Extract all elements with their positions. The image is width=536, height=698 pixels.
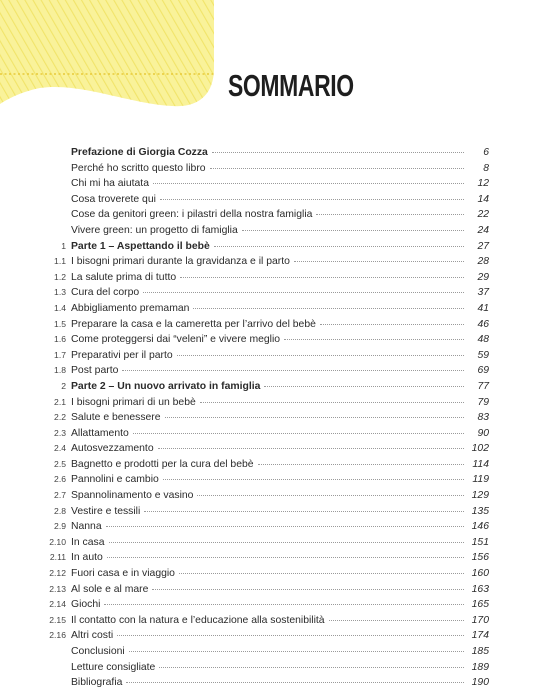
toc-entry [0,207,536,223]
dot-leader [109,542,464,543]
toc-entry-page: 48 [477,334,489,346]
toc-entry [0,613,536,629]
toc-entry-page: 163 [471,583,489,595]
dot-leader [107,557,464,558]
toc-entry [0,254,536,270]
toc-entry-line [71,223,489,239]
toc-entry-number: 2.13 [49,583,66,594]
toc-entry-title: Salute e benessere [71,412,161,424]
toc-entry [0,628,536,644]
toc-entry-page: 119 [472,474,489,486]
dot-leader [152,589,464,590]
toc-entry-title: Come proteggersi dai “veleni” e vivere meglio [71,334,281,346]
toc-entry [0,379,536,395]
dot-leader [133,433,464,434]
toc-entry-number: 1.4 [54,302,66,313]
toc-entry-page: 146 [471,521,489,533]
toc-entry-page: 190 [471,677,489,689]
toc-entry-number: 1.6 [54,334,66,345]
toc-entry-number: 1.3 [54,287,66,298]
toc-entry-number: 2.11 [49,552,66,563]
dot-leader [294,261,464,262]
toc-entry-line [71,410,489,426]
toc-entry-page: 114 [472,458,489,470]
toc-entry-page: 102 [471,443,489,455]
dot-leader [284,339,464,340]
toc-entry-title: Parte 1 – Aspettando il bebè [71,240,210,252]
toc-entry-number: 2.12 [49,568,66,579]
dot-leader [126,682,464,683]
dot-leader [320,324,464,325]
dot-leader [122,370,464,371]
toc-entry [0,535,536,551]
dot-leader [143,292,464,293]
dot-leader [160,199,464,200]
toc-entry-number: 2.14 [49,599,66,610]
toc-entry [0,223,536,239]
toc-entry [0,566,536,582]
toc-entry-page: 185 [471,646,489,657]
toc-entry-line [71,270,489,286]
toc-entry-title: Abbigliamento premaman [71,302,190,314]
toc-entry-line [71,348,489,364]
table-of-contents [0,145,536,691]
dot-leader [193,308,464,309]
toc-entry [0,472,536,488]
toc-entry-line [71,472,489,488]
toc-entry-title: I bisogni primari durante la gravidanza e il parto [71,256,290,268]
toc-entry-page: 27 [477,240,489,252]
dot-leader [117,635,464,636]
toc-entry-page: 12 [477,178,489,190]
toc-entry-page: 156 [471,552,489,564]
toc-entry-line [71,675,489,691]
toc-entry [0,675,536,691]
toc-entry-title: Autosvezzamento [71,443,154,455]
toc-entry-line [71,582,489,598]
dot-leader [214,246,464,247]
toc-entry-page: 46 [477,318,489,330]
toc-entry-line [71,519,489,535]
dot-leader [153,183,464,184]
toc-entry-line [71,363,489,379]
toc-entry-title: I bisogni primari di un bebè [71,396,196,408]
toc-entry-line [71,550,489,566]
toc-entry-number: 2.15 [49,614,66,625]
toc-entry-line [71,597,489,613]
dot-leader [159,667,464,668]
toc-entry-number: 2 [61,380,66,391]
toc-entry [0,644,536,660]
toc-entry-title: Preparativi per il parto [71,349,173,361]
toc-entry [0,270,536,286]
toc-entry-title: Cosa troverete qui [71,193,156,205]
toc-entry [0,363,536,379]
toc-entry-line [71,239,489,255]
dot-leader [210,168,464,169]
toc-entry-page: 151 [471,536,489,548]
toc-entry-title: Bagnetto e prodotti per la cura del bebè [71,458,254,470]
toc-entry [0,176,536,192]
toc-entry-page: 77 [477,380,489,392]
toc-entry-title: Bibliografia [71,677,123,689]
page-title: SOMMARIO [228,68,354,103]
dot-leader [212,152,464,153]
toc-entry-line [71,426,489,442]
dot-leader [316,214,464,215]
toc-entry-page: 6 [483,147,489,158]
toc-entry-title: Spannolinamento e vasino [71,490,194,502]
toc-entry [0,519,536,535]
toc-entry-title: Parte 2 – Un nuovo arrivato in famiglia [71,380,261,392]
dot-leader [163,479,464,480]
toc-entry-page: 41 [477,302,489,314]
toc-entry-page: 22 [477,209,489,221]
toc-entry [0,550,536,566]
dot-leader [264,386,464,387]
toc-entry-page: 29 [477,271,489,283]
toc-entry-number: 2.7 [54,490,66,501]
toc-entry [0,145,536,161]
toc-entry-number: 1.5 [54,318,66,329]
toc-entry-number: 2.2 [54,412,66,423]
toc-entry-page: 69 [477,365,489,377]
toc-entry-title: Chi mi ha aiutata [71,178,149,190]
toc-entry-line [71,192,489,208]
toc-entry-title: Altri costi [71,630,114,642]
toc-entry-number: 2.5 [54,458,66,469]
toc-entry [0,161,536,177]
toc-entry-line [71,395,489,411]
toc-entry-page: 8 [483,162,489,174]
dot-leader [329,620,464,621]
dot-leader [106,526,464,527]
toc-entry-title: In casa [71,536,105,548]
toc-entry-line [71,317,489,333]
toc-entry [0,332,536,348]
toc-entry-title: Cose da genitori green: i pilastri della nostra famiglia [71,209,313,221]
toc-entry-page: 174 [471,630,489,642]
toc-entry-title: Post parto [71,365,119,377]
toc-entry-page: 37 [477,287,489,299]
toc-entry-number: 2.8 [54,505,66,516]
toc-entry-line [71,207,489,223]
toc-entry-page: 24 [477,224,489,236]
toc-entry-page: 14 [477,193,489,205]
toc-entry-line [71,504,489,520]
toc-entry [0,301,536,317]
toc-entry-number: 1 [61,240,66,251]
toc-entry [0,395,536,411]
toc-entry-number: 1.7 [54,349,66,360]
dot-leader [242,230,464,231]
toc-entry-line [71,254,489,270]
toc-entry [0,660,536,676]
toc-entry [0,488,536,504]
toc-entry-page: 135 [471,505,489,517]
dot-leader [197,495,464,496]
toc-entry-title: Conclusioni [71,646,125,657]
toc-entry-title: Vivere green: un progetto di famiglia [71,224,238,236]
toc-entry [0,317,536,333]
toc-entry [0,285,536,301]
toc-entry-line [71,332,489,348]
dot-leader [165,417,464,418]
toc-entry-title: Allattamento [71,427,129,439]
toc-entry-line [71,488,489,504]
toc-entry-page: 79 [477,396,489,408]
toc-entry-line [71,644,489,660]
toc-entry-title: Perché ho scritto questo libro [71,162,206,174]
dot-leader [129,651,464,652]
toc-entry-number: 2.1 [54,396,66,407]
toc-entry-page: 189 [471,661,489,673]
toc-entry-title: Nanna [71,521,102,533]
toc-entry-title: Letture consigliate [71,661,156,673]
toc-entry-line [71,176,489,192]
toc-entry-title: Prefazione di Giorgia Cozza [71,147,208,158]
toc-entry-line [71,457,489,473]
toc-entry-number: 2.3 [54,427,66,438]
dot-leader [258,464,464,465]
dot-leader [179,573,464,574]
toc-entry [0,597,536,613]
toc-entry-title: Preparare la casa e la cameretta per l’arrivo del bebè [71,318,316,330]
toc-entry-number: 1.2 [54,271,66,282]
toc-entry-line [71,301,489,317]
dot-leader [180,277,464,278]
toc-entry [0,239,536,255]
toc-entry-line [71,285,489,301]
toc-entry-page: 28 [477,256,489,268]
toc-entry-line [71,628,489,644]
toc-entry-line [71,566,489,582]
toc-entry-title: Al sole e al mare [71,583,149,595]
toc-entry-number: 2.9 [54,521,66,532]
toc-entry-line [71,161,489,177]
dot-leader [177,355,464,356]
toc-entry-number: 1.8 [54,365,66,376]
toc-entry-title: Fuori casa e in viaggio [71,568,175,580]
toc-entry [0,192,536,208]
toc-entry-title: Vestire e tessili [71,505,141,517]
toc-entry-page: 165 [471,599,489,611]
dot-leader [200,402,464,403]
toc-entry-number: 2.6 [54,474,66,485]
toc-entry-number: 2.10 [49,536,66,547]
toc-entry-page: 59 [477,349,489,361]
toc-entry [0,348,536,364]
toc-entry-page: 83 [477,412,489,424]
toc-entry-page: 90 [477,427,489,439]
toc-entry [0,582,536,598]
toc-entry-title: Giochi [71,599,101,611]
toc-entry-page: 129 [471,490,489,502]
toc-entry-line [71,379,489,395]
toc-entry-page: 160 [471,568,489,580]
toc-entry-line [71,145,489,161]
toc-entry-title: In auto [71,552,103,564]
toc-entry-number: 2.16 [49,630,66,641]
toc-entry-line [71,613,489,629]
toc-entry [0,410,536,426]
dot-leader [158,448,464,449]
toc-entry-line [71,535,489,551]
toc-entry-line [71,441,489,457]
toc-entry-title: Cura del corpo [71,287,140,299]
toc-entry-line [71,660,489,676]
toc-entry-title: Pannolini e cambio [71,474,159,486]
toc-entry-page: 170 [471,614,489,626]
toc-entry [0,426,536,442]
toc-entry [0,504,536,520]
toc-entry [0,441,536,457]
toc-entry-title: La salute prima di tutto [71,271,177,283]
dot-leader [104,604,464,605]
toc-entry [0,457,536,473]
toc-entry-number: 2.4 [54,443,66,454]
dot-leader [144,511,464,512]
toc-entry-number: 1.1 [54,256,66,267]
toc-entry-title: Il contatto con la natura e l’educazione alla sostenibilità [71,614,325,626]
